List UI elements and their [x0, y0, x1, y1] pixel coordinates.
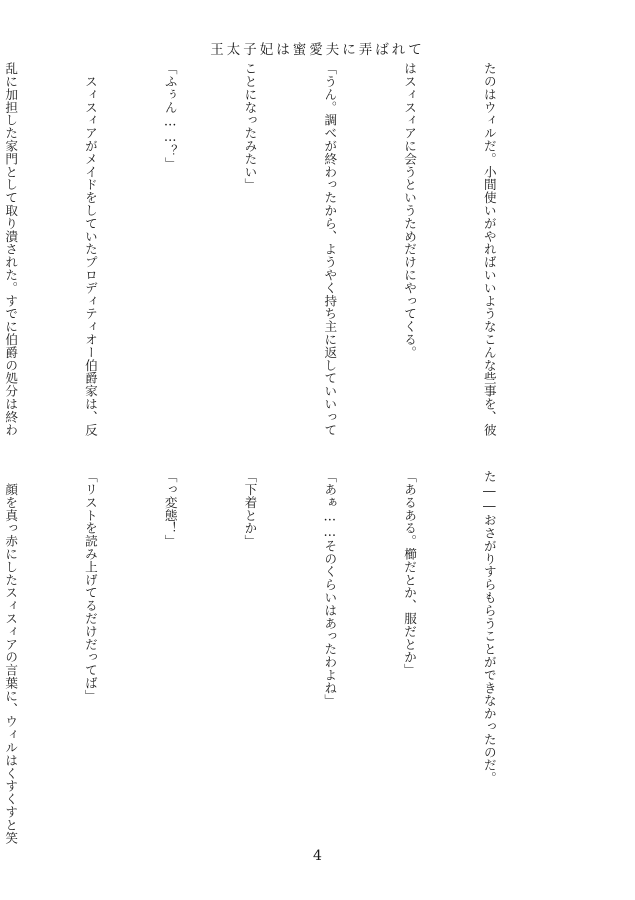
text-line: ことになったみたい」	[242, 62, 258, 191]
text-block-bottom	[3, 470, 555, 845]
running-header: 王太子妃は蜜愛夫に弄ばれて	[210, 42, 425, 58]
text-line: 乱に加担した家門として取り潰された。すでに伯爵の処分は終わ	[3, 62, 19, 437]
text-line: た――おさがりすらもらうことができなかったのだ。	[481, 470, 497, 785]
text-line: はスィスィアに会うというためだけにやってくる。	[402, 62, 418, 359]
text-line: 「リストを読み上げてるだけだってば」	[82, 470, 98, 703]
text-block-top	[3, 62, 555, 437]
text-line: たのはウィルだ。小間使いがやればいいようなこんな些事を、彼	[481, 62, 497, 437]
text-line: 顔を真っ赤にしたスィスィアの言葉に、ウィルはくすくすと笑	[3, 470, 19, 845]
text-line: スィスィアがメイドをしていたプロディティオー伯爵家は、反	[82, 62, 98, 437]
text-line: 「あぁ……そのくらいはあったわよね」	[322, 470, 338, 707]
text-line: 「うん。調べが終わったから、ようやく持ち主に返していいって	[322, 62, 338, 437]
text-line: 「あるある。櫛だとか、服だとか」	[402, 470, 418, 677]
page-number: 4	[313, 848, 322, 864]
text-line: 「下着とか」	[242, 470, 258, 548]
text-line: 「っ変態！」	[162, 470, 178, 548]
text-line: 「ふぅん……？」	[162, 62, 178, 170]
